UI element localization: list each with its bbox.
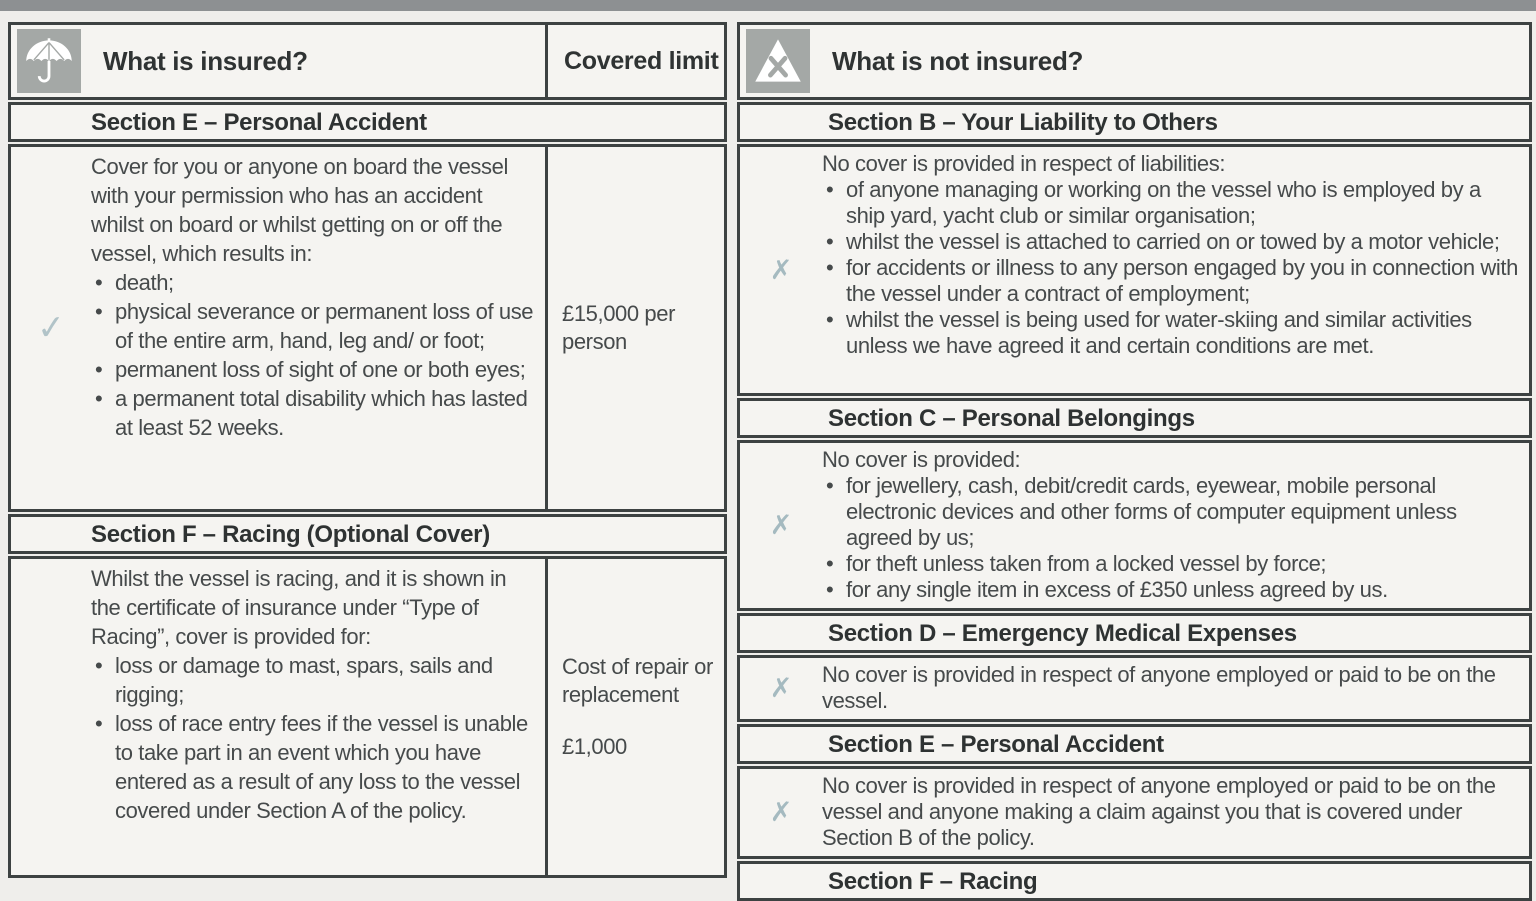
not-insured-section-d-row: [737, 655, 1532, 722]
cross-icon: ✗: [769, 254, 793, 286]
list-item: • whilst the vessel is being used for water-skiing and similar activities unless we have agreed it and certain conditions are met.: [822, 307, 1521, 359]
cross-gutter: [740, 769, 822, 856]
limit-amount: £1,000: [562, 734, 627, 759]
paragraph: Whilst the vessel is racing, and it is shown in the certificate of insurance under “Type of Racing”, cover is provided for:: [91, 566, 507, 649]
cross-gutter: [740, 147, 822, 393]
cross-gutter: [740, 658, 822, 719]
insured-title: What is insured?: [103, 45, 308, 76]
insured-section-e-title: Section E – Personal Accident: [8, 102, 727, 142]
not-insured-title: What is not insured?: [832, 45, 1084, 76]
check-gutter: [11, 559, 91, 875]
covered-limit-value: [545, 559, 724, 875]
list-item: • physical severance or permanent loss of use of the entire arm, hand, leg and/ or foot;: [91, 297, 537, 355]
not-insured-header-cell: [740, 25, 1529, 97]
insured-panel: [8, 22, 727, 878]
cross-icon: ✗: [769, 797, 793, 828]
not-insured-section-e-row: [737, 766, 1532, 859]
insured-section-f-row: [8, 556, 727, 878]
list-item: • for jewellery, cash, debit/credit cards, eyewear, mobile personal electronic devices and other forms of computer equipment unless agreed by us;: [822, 473, 1521, 551]
paragraph: No cover is provided in respect of anyone employed or paid to be on the vessel and anyone making a claim against you that is covered under Section B of the policy.: [822, 773, 1496, 850]
covered-limit-header: Covered limit: [545, 25, 724, 97]
umbrella-icon: [17, 29, 81, 93]
cross-gutter: [740, 443, 822, 608]
insured-section-f-text: [91, 559, 545, 875]
limit-text: Cost of repair or replacement: [562, 654, 713, 707]
insured-section-e-row: [8, 144, 727, 512]
list-item: • permanent loss of sight of one or both eyes;: [91, 355, 537, 384]
list-item: • for any single item in excess of £350 unless agreed by us.: [822, 577, 1521, 603]
not-insured-section-c-title: Section C – Personal Belongings: [737, 398, 1532, 438]
not-insured-header-row: [737, 22, 1532, 100]
list-item: • whilst the vessel is attached to carried on or towed by a motor vehicle;: [822, 229, 1521, 255]
not-insured-section-b-row: [737, 144, 1532, 396]
paragraph: Cover for you or anyone on board the vessel with your permission who has an accident whilst on board or whilst getting on or off the vessel, which results in:: [91, 154, 508, 266]
scan-top-band: [0, 0, 1536, 11]
list-item: • loss or damage to mast, spars, sails and rigging;: [91, 651, 537, 709]
list-item: • for accidents or illness to any person engaged by you in connection with the vessel under a contract of employment;: [822, 255, 1521, 307]
not-insured-section-e-text: [822, 769, 1529, 856]
sail-cross-icon: [746, 29, 810, 93]
check-gutter: [11, 147, 91, 509]
not-insured-section-d-text: [822, 658, 1529, 719]
not-insured-panel: [737, 22, 1532, 901]
not-insured-section-b-title: Section B – Your Liability to Others: [737, 102, 1532, 142]
insured-section-f-title: Section F – Racing (Optional Cover): [8, 514, 727, 554]
insured-header-row: [8, 22, 727, 100]
paragraph: No cover is provided in respect of anyone employed or paid to be on the vessel.: [822, 662, 1496, 713]
list-item: • death;: [91, 268, 537, 297]
list-item: • a permanent total disability which has lasted at least 52 weeks.: [91, 384, 537, 442]
not-insured-section-d-title: Section D – Emergency Medical Expenses: [737, 613, 1532, 653]
limit-text: £15,000 per person: [562, 301, 676, 354]
insured-section-e-text: [91, 147, 545, 509]
cross-icon: ✗: [769, 510, 793, 541]
not-insured-section-c-row: [737, 440, 1532, 611]
not-insured-section-b-text: [822, 147, 1529, 393]
list-item: • of anyone managing or working on the vessel who is employed by a ship yard, yacht club or similar organisation;: [822, 177, 1521, 229]
list-item: • loss of race entry fees if the vessel is unable to take part in an event which you have entered as a result of any loss to the vessel covered under Section A of the policy.: [91, 709, 537, 825]
not-insured-section-e-title: Section E – Personal Accident: [737, 724, 1532, 764]
paragraph: No cover is provided:: [822, 447, 1021, 472]
paragraph: No cover is provided in respect of liabilities:: [822, 151, 1226, 176]
cross-icon: ✗: [769, 673, 793, 704]
list-item: • for theft unless taken from a locked vessel by force;: [822, 551, 1521, 577]
not-insured-section-f-title: Section F – Racing: [737, 861, 1532, 901]
insured-header-cell: [11, 25, 545, 97]
not-insured-section-c-text: [822, 443, 1529, 608]
covered-limit-value: [545, 147, 724, 509]
check-icon: ✓: [35, 307, 67, 349]
